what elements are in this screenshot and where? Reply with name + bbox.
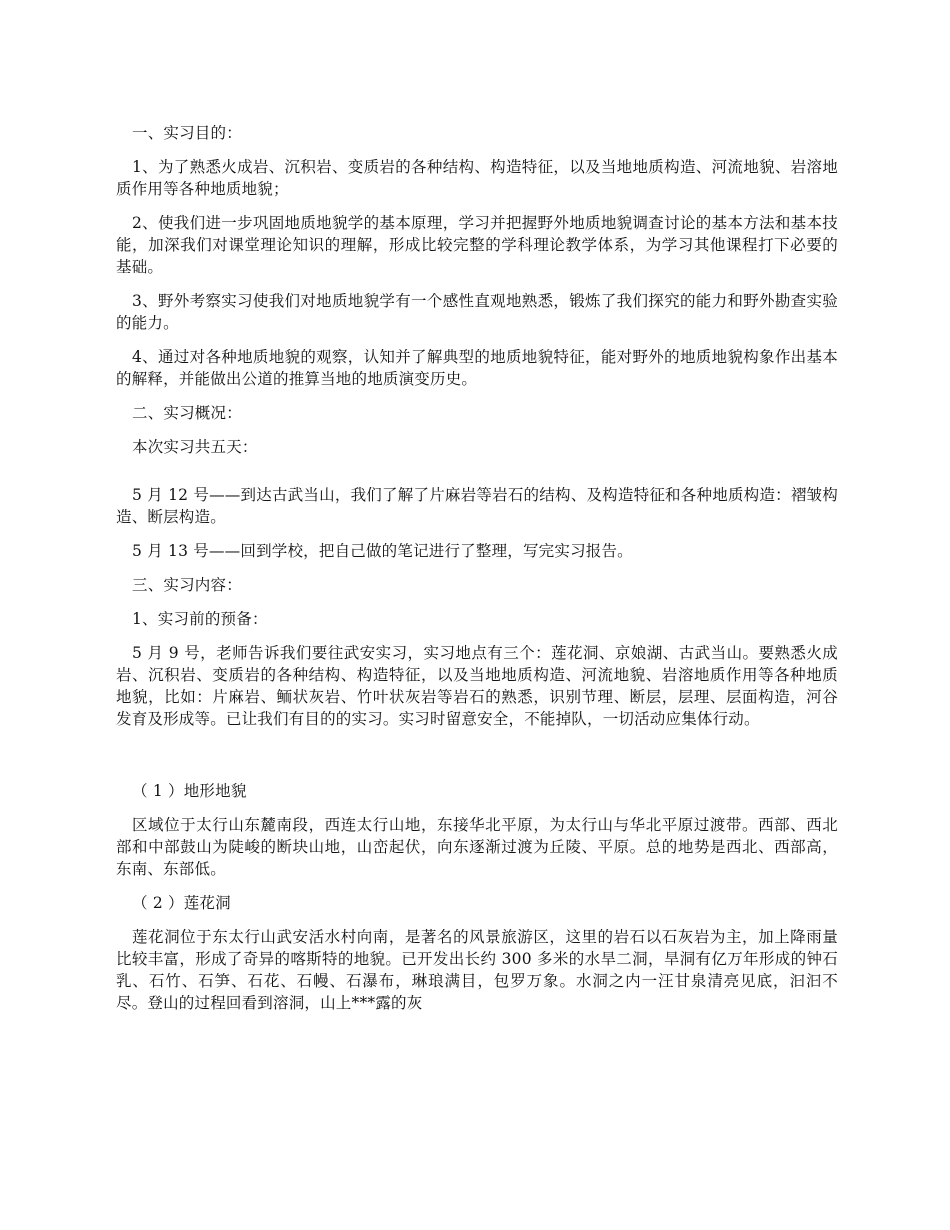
overview-intro: 本次实习共五天：	[132, 438, 258, 456]
document-body	[116, 122, 838, 1026]
schedule-may-13: 5 月 13 号——回到学校，把自己做的笔记进行了整理，写完实习报告。	[132, 542, 633, 560]
lotus-cave-text: 莲花洞位于东太行山武安活水村向南，是著名的风景旅游区，这里的岩石以石灰岩为主，加上降雨量比较丰富，形成了奇异的喀斯特的地貌。已开发出长约 300 多米的水旱二洞，旱洞有亿万年形成的钟石乳、石竹、石笋、石花、石幔、石瀑布，琳琅满目，包罗万象。水洞之内一汪甘泉清亮见底，汩汩不尽。登山的过程回看到溶洞，山上***露的灰	[116, 928, 838, 1012]
section-heading-content: 三、实习内容：	[132, 576, 242, 594]
section-heading-overview: 二、实习概况：	[132, 404, 242, 422]
purpose-item-2: 2、使我们进一步巩固地质地貌学的基本原理，学习并把握野外地质地貌调查讨论的基本方法和基本技能，加深我们对课堂理论知识的理解，形成比较完整的学科理论教学体系，为学习其他课程打下必要的基础。	[116, 214, 838, 276]
preparation-text: 5 月 9 号，老师告诉我们要往武安实习，实习地点有三个：莲花洞、京娘湖、古武当山。要熟悉火成岩、沉积岩、变质岩的各种结构、构造特征，以及当地地质构造、河流地貌、岩溶地质作用等各种地质地貌，比如：片麻岩、鲕状灰岩、竹叶状灰岩等岩石的熟悉，识别节理、断层，层理、层面构造，河谷发育及形成等。已让我们有目的的实习。实习时留意安全，不能掉队，一切活动应集体行动。	[116, 644, 838, 728]
purpose-item-1: 1、为了熟悉火成岩、沉积岩、变质岩的各种结构、构造特征，以及当地地质构造、河流地貌、岩溶地质作用等各种地质地貌；	[116, 158, 838, 198]
blank-line	[116, 742, 838, 780]
subsection-preparation: 1、实习前的预备：	[132, 610, 268, 628]
purpose-item-3: 3、野外考察实习使我们对地质地貌学有一个感性直观地熟悉，锻炼了我们探究的能力和野外勘查实验的能力。	[116, 292, 838, 332]
terrain-text: 区域位于太行山东麓南段，西连太行山地，东接华北平原，为太行山与华北平原过渡带。西部、西北部和中部鼓山为陡峻的断块山地，山峦起伏，向东逐渐过渡为丘陵、平原。总的地势是西北、西部高，东南、东部低。	[116, 816, 838, 878]
subsection-terrain: （ 1 ）地形地貌	[132, 782, 247, 800]
subsection-lotus-cave: （ 2 ）莲花洞	[132, 894, 231, 912]
schedule-may-12: 5 月 12 号——到达古武当山，我们了解了片麻岩等岩石的结构、及构造特征和各种地质构造：褶皱构造、断层构造。	[116, 486, 838, 526]
purpose-item-4: 4、通过对各种地质地貌的观察，认知并了解典型的地质地貌特征，能对野外的地质地貌构象作出基本的解释，并能做出公道的推算当地的地质演变历史。	[116, 348, 838, 388]
blank-line	[116, 470, 838, 484]
section-heading-purpose: 一、实习目的：	[132, 124, 242, 142]
